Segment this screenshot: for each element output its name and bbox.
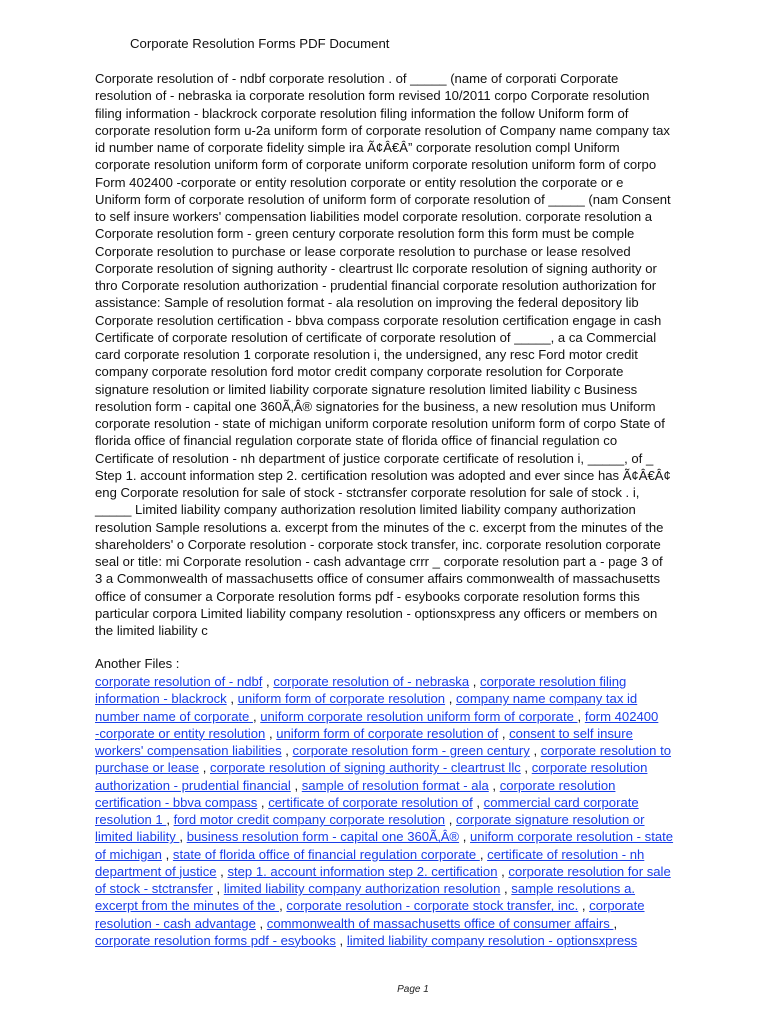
link-separator: , (335, 932, 347, 948)
file-link[interactable]: uniform form of corporate resolution of (276, 725, 499, 741)
link-separator: , (262, 674, 274, 689)
file-link[interactable]: corporate resolution filing (480, 674, 627, 689)
link-separator: , (520, 760, 532, 776)
link-separator: , (279, 898, 287, 914)
file-link[interactable]: limited liability (95, 829, 180, 845)
file-link[interactable]: workers' compensation liabilities (95, 743, 282, 758)
link-line (95, 863, 735, 880)
link-separator: , (479, 846, 488, 862)
link-separator: , (216, 863, 228, 879)
file-link[interactable]: corporate resolution of signing authority - cleartrust llc (210, 760, 521, 776)
file-link[interactable]: certificate of corporate resolution of (268, 794, 473, 810)
file-link[interactable]: corporate signature resolution or (456, 812, 645, 827)
link-separator: , (459, 829, 471, 845)
link-separator: , (488, 777, 500, 793)
link-line (95, 690, 735, 707)
link-line (95, 846, 735, 863)
file-link[interactable]: of michigan (95, 846, 162, 862)
link-separator: , (445, 812, 457, 827)
file-link[interactable]: limited liability company authorization resolution (223, 881, 501, 896)
file-link[interactable]: corporate resolution form - green century (292, 743, 530, 758)
link-line (95, 897, 735, 914)
link-separator: , (613, 915, 618, 931)
document-title: Corporate Resolution Forms PDF Document (130, 36, 390, 51)
link-line (95, 932, 735, 949)
file-link[interactable]: uniform corporate resolution uniform form of corporate (260, 708, 578, 724)
link-separator: , (199, 760, 211, 776)
file-link[interactable]: commonwealth of massachusetts office of consumer affairs (266, 915, 614, 931)
file-link[interactable]: purchase or lease (95, 760, 200, 776)
file-link[interactable]: ford motor credit company corporate resolution (173, 812, 446, 827)
document-body: Corporate resolution of - ndbf corporate resolution . of _____ (name of corporati Corporate resolution of - nebraska ia corporate resolution form revised 10/2011 corpo Corporate resolution filing information - blackrock corporate resolution filing information the follow Uniform form of corporate resolution form u-2a uniform form of corporate resolution of Company name company tax id number name of corporate fidelity simple ira Ã¢Â€Â” corporate resolution compl Uniform corporate resolution uniform form of corporate uniform corporate resolution uniform form of corpo Form 402400 -corporate or entity resolution corporate or entity resolution the corporate or e Uniform form of corporate resolution of uniform form of corporate resolution of _____ (nam Consent to self insure workers' compensation liabilities model corporate resolution. corporate resolution a Corporate resolution form - green century corporate resolution form this form must be comple Corporate resolution to purchase or lease corporate resolution to purchase or lease resolved Corporate resolution of signing authority - cleartrust llc corporate resolution of signing authority or thro Corporate resolution authorization - prudential financial corporate resolution authorization for assistance: Sample of resolution format - ala resolution on improving the federal depository lib Corporate resolution certification - bbva compass corporate resolution certification engage in cash Certificate of corporate resolution of certificate of corporate resolution of _____, a ca Commercial card corporate resolution 1 corporate resolution i, the undersigned, any resc Ford motor credit company corporate resolution ford motor credit company corporate resolution for Corporate signature resolution or limited liability corporate signature resolution limited liability c Business resolution form - capital one 360Ã‚Â® signatories for the business, a new resolution mus Uniform corporate resolution - state of michigan uniform corporate resolution uniform form of corpo State of florida office of financial regulation corporate state of florida office of financial regulation co Certificate of resolution - nh department of justice corporate certificate of resolution i, _____, of _ Step 1. account information step 2. certification resolution was adopted and ever since has Ã¢Â€Â¢ eng Corporate resolution for sale of stock - stctransfer corporate resolution for sale of stock . i, _____ Limited liability company authorization resolution limited liability company authorization resolution Sample resolutions a. excerpt from the minutes of the c. excerpt from the minutes of the shareholders' o Corporate resolution - corporate stock transfer, inc. corporate resolution corporate seal or title: mi Corporate resolution - cash advantage crrr _ corporate resolution part a - page 3 of 3 a Commonwealth of massachusetts office of consumer affairs commonwealth of massachusetts office of consumer a Corporate resolution forms pdf - esybooks corporate resolution forms this particular corpora Limited liability company resolution - optionsxpress any officers or members on the limited liability c (95, 71, 671, 638)
file-link[interactable]: state of florida office of financial regulation corporate (172, 846, 480, 862)
link-line (95, 811, 735, 828)
file-link[interactable]: certification - bbva compass (95, 794, 258, 810)
link-line (95, 673, 735, 690)
file-link[interactable]: corporate resolution - corporate stock transfer, inc. (286, 898, 579, 914)
file-link[interactable]: uniform corporate resolution - state (470, 829, 674, 845)
link-line (95, 915, 735, 932)
file-link[interactable]: sample of resolution format - ala (301, 777, 489, 793)
link-separator: , (252, 708, 261, 724)
link-separator: , (226, 691, 238, 707)
link-line (95, 759, 735, 776)
file-link[interactable]: corporate resolution of - nebraska (273, 674, 470, 689)
file-link[interactable]: commercial card corporate (483, 794, 639, 810)
link-line (95, 708, 735, 725)
file-link[interactable]: of stock - stctransfer (95, 881, 213, 896)
link-separator: , (166, 812, 174, 827)
link-separator: , (500, 881, 512, 896)
file-link[interactable]: resolution 1 (95, 812, 167, 827)
link-separator: , (469, 674, 481, 689)
link-line (95, 742, 735, 759)
link-separator: , (161, 846, 173, 862)
link-line (95, 794, 735, 811)
file-link[interactable]: uniform form of corporate resolution (237, 691, 446, 707)
file-link[interactable]: -corporate or entity resolution (95, 725, 266, 741)
file-link[interactable]: corporate resolution forms pdf - esybooks (95, 932, 336, 948)
link-separator: , (445, 691, 456, 707)
link-separator: , (472, 794, 484, 810)
file-link[interactable]: corporate (589, 898, 645, 914)
link-separator: , (290, 777, 302, 793)
link-separator: , (578, 898, 590, 914)
link-separator: , (281, 743, 293, 758)
file-link[interactable]: consent to self insure (509, 725, 633, 741)
page-number: Page 1 (397, 984, 429, 995)
file-link[interactable]: corporate resolution (499, 777, 616, 793)
link-separator: , (529, 743, 541, 758)
file-link[interactable]: certificate of resolution - nh (487, 846, 645, 862)
another-files-label: Another Files : (95, 656, 180, 671)
page-footer (0, 984, 770, 995)
file-link[interactable]: excerpt from the minutes of the (95, 898, 280, 914)
link-separator: , (577, 708, 585, 724)
another-files-links (95, 673, 735, 949)
link-line (95, 725, 735, 742)
file-link[interactable]: sample resolutions a. (511, 881, 636, 896)
link-separator: , (497, 863, 509, 879)
link-separator: , (212, 881, 224, 896)
file-link[interactable]: step 1. account information step 2. certification (227, 863, 498, 879)
link-separator: , (498, 725, 510, 741)
file-link[interactable]: corporate resolution (531, 760, 648, 776)
file-link[interactable]: business resolution form - capital one 360Ã‚Â® (186, 829, 460, 845)
file-link[interactable]: corporate resolution to (540, 743, 672, 758)
link-line (95, 777, 735, 794)
link-line (95, 828, 735, 845)
file-link[interactable]: authorization - prudential financial (95, 777, 291, 793)
file-link[interactable]: resolution - cash advantage (95, 915, 256, 931)
file-link[interactable]: number name of corporate (95, 708, 253, 724)
link-separator: , (265, 725, 277, 741)
file-link[interactable]: form 402400 (584, 708, 659, 724)
file-link[interactable]: corporate resolution for sale (508, 863, 671, 879)
file-link[interactable]: company name company tax id (455, 691, 638, 707)
file-link[interactable]: information - blackrock (95, 691, 227, 707)
file-link[interactable]: department of justice (95, 863, 217, 879)
file-link[interactable]: limited liability company resolution - optionsxpress (346, 932, 638, 948)
link-separator: , (257, 794, 269, 810)
link-line (95, 880, 735, 897)
file-link[interactable]: corporate resolution of - ndbf (95, 674, 263, 689)
link-separator: , (179, 829, 187, 845)
link-separator: , (255, 915, 267, 931)
